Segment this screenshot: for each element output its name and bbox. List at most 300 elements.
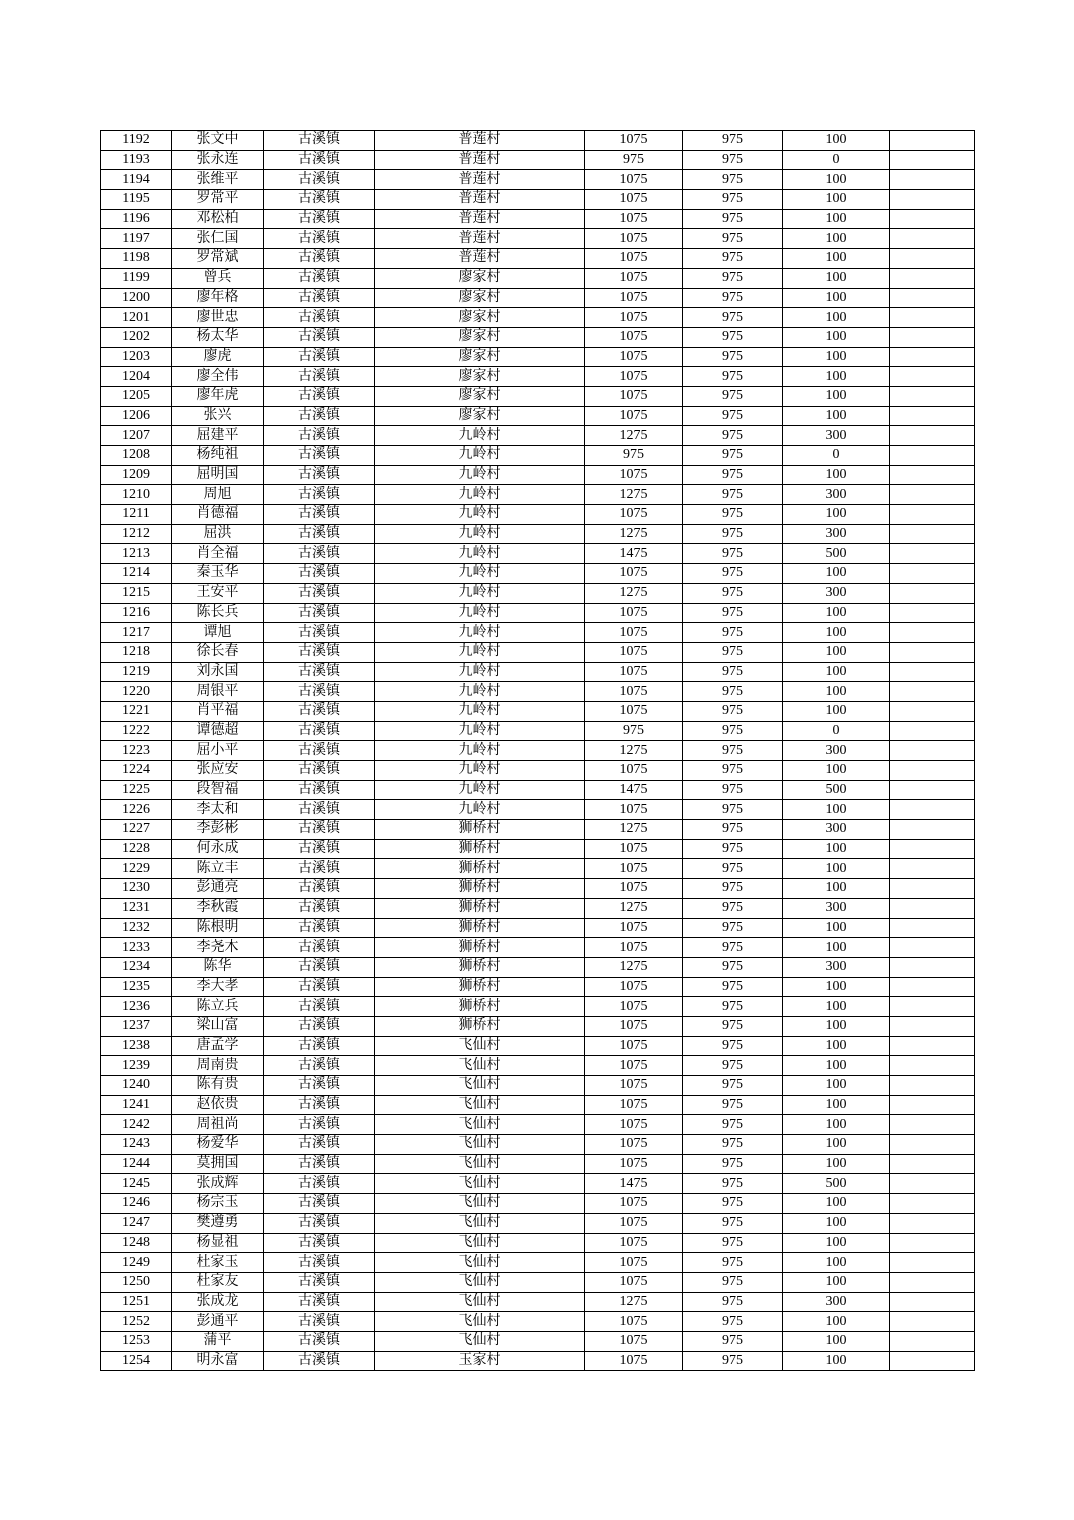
cell-village: 九岭村 (375, 564, 585, 584)
cell-row-number: 1231 (101, 898, 172, 918)
cell-amount-base: 975 (683, 898, 783, 918)
cell-remarks (890, 406, 975, 426)
cell-town: 古溪镇 (264, 721, 375, 741)
cell-amount-base: 975 (683, 1331, 783, 1351)
cell-person-name: 谭旭 (172, 623, 264, 643)
cell-village: 九岭村 (375, 603, 585, 623)
cell-remarks (890, 327, 975, 347)
cell-town: 古溪镇 (264, 465, 375, 485)
cell-town: 古溪镇 (264, 406, 375, 426)
cell-amount-total: 1075 (585, 406, 683, 426)
table-row (101, 1174, 975, 1194)
cell-remarks (890, 583, 975, 603)
cell-amount-total: 1275 (585, 426, 683, 446)
cell-person-name: 张成辉 (172, 1174, 264, 1194)
cell-row-number: 1212 (101, 524, 172, 544)
cell-town: 古溪镇 (264, 642, 375, 662)
cell-amount-base: 975 (683, 209, 783, 229)
table-row (101, 1213, 975, 1233)
cell-row-number: 1244 (101, 1154, 172, 1174)
cell-person-name: 何永成 (172, 839, 264, 859)
cell-person-name: 杜家友 (172, 1272, 264, 1292)
cell-village: 普莲村 (375, 229, 585, 249)
cell-amount-total: 975 (585, 721, 683, 741)
table-row (101, 761, 975, 781)
cell-amount-difference: 300 (783, 898, 890, 918)
cell-person-name: 李彭彬 (172, 820, 264, 840)
cell-amount-base: 975 (683, 131, 783, 151)
cell-village: 普莲村 (375, 170, 585, 190)
cell-row-number: 1223 (101, 741, 172, 761)
cell-amount-base: 975 (683, 1194, 783, 1214)
cell-remarks (890, 1233, 975, 1253)
cell-amount-difference: 100 (783, 170, 890, 190)
cell-row-number: 1235 (101, 977, 172, 997)
cell-row-number: 1207 (101, 426, 172, 446)
cell-person-name: 廖年格 (172, 288, 264, 308)
cell-amount-base: 975 (683, 780, 783, 800)
cell-person-name: 周祖尚 (172, 1115, 264, 1135)
cell-person-name: 张维平 (172, 170, 264, 190)
cell-amount-total: 1075 (585, 1253, 683, 1273)
cell-village: 九岭村 (375, 485, 585, 505)
cell-remarks (890, 1194, 975, 1214)
cell-amount-total: 1075 (585, 938, 683, 958)
cell-amount-total: 1075 (585, 268, 683, 288)
cell-amount-total: 1075 (585, 918, 683, 938)
cell-amount-base: 975 (683, 1095, 783, 1115)
cell-village: 普莲村 (375, 209, 585, 229)
cell-amount-total: 1075 (585, 977, 683, 997)
cell-town: 古溪镇 (264, 426, 375, 446)
cell-remarks (890, 190, 975, 210)
cell-row-number: 1249 (101, 1253, 172, 1273)
cell-town: 古溪镇 (264, 938, 375, 958)
table-row (101, 308, 975, 328)
cell-person-name: 陈华 (172, 957, 264, 977)
table-row (101, 820, 975, 840)
cell-amount-difference: 0 (783, 446, 890, 466)
table-row (101, 741, 975, 761)
table-row (101, 839, 975, 859)
cell-town: 古溪镇 (264, 1292, 375, 1312)
cell-amount-base: 975 (683, 190, 783, 210)
cell-remarks (890, 761, 975, 781)
cell-remarks (890, 820, 975, 840)
cell-village: 飞仙村 (375, 1233, 585, 1253)
cell-remarks (890, 465, 975, 485)
cell-amount-difference: 100 (783, 1135, 890, 1155)
cell-person-name: 周旭 (172, 485, 264, 505)
cell-amount-base: 975 (683, 721, 783, 741)
cell-row-number: 1245 (101, 1174, 172, 1194)
cell-remarks (890, 249, 975, 269)
cell-row-number: 1219 (101, 662, 172, 682)
cell-amount-base: 975 (683, 426, 783, 446)
cell-amount-difference: 100 (783, 839, 890, 859)
cell-town: 古溪镇 (264, 1095, 375, 1115)
cell-amount-difference: 100 (783, 367, 890, 387)
cell-amount-difference: 300 (783, 426, 890, 446)
table-row (101, 327, 975, 347)
table-row (101, 1292, 975, 1312)
cell-row-number: 1239 (101, 1056, 172, 1076)
cell-amount-difference: 100 (783, 1233, 890, 1253)
cell-remarks (890, 1292, 975, 1312)
cell-amount-total: 1075 (585, 386, 683, 406)
cell-row-number: 1197 (101, 229, 172, 249)
cell-person-name: 张应安 (172, 761, 264, 781)
cell-amount-difference: 300 (783, 485, 890, 505)
table-row (101, 229, 975, 249)
cell-amount-base: 975 (683, 544, 783, 564)
cell-amount-base: 975 (683, 288, 783, 308)
cell-remarks (890, 977, 975, 997)
cell-row-number: 1220 (101, 682, 172, 702)
cell-person-name: 杨宗玉 (172, 1194, 264, 1214)
cell-amount-total: 975 (585, 150, 683, 170)
cell-row-number: 1218 (101, 642, 172, 662)
cell-remarks (890, 839, 975, 859)
cell-village: 普莲村 (375, 150, 585, 170)
table-row (101, 268, 975, 288)
cell-village: 九岭村 (375, 583, 585, 603)
cell-amount-total: 1075 (585, 209, 683, 229)
cell-amount-difference: 500 (783, 780, 890, 800)
cell-remarks (890, 1272, 975, 1292)
cell-amount-total: 1275 (585, 957, 683, 977)
cell-remarks (890, 859, 975, 879)
cell-person-name: 蒲平 (172, 1331, 264, 1351)
cell-amount-difference: 100 (783, 1194, 890, 1214)
cell-person-name: 屈洪 (172, 524, 264, 544)
cell-remarks (890, 544, 975, 564)
table-row (101, 190, 975, 210)
cell-town: 古溪镇 (264, 583, 375, 603)
cell-town: 古溪镇 (264, 800, 375, 820)
cell-village: 九岭村 (375, 642, 585, 662)
cell-village: 飞仙村 (375, 1331, 585, 1351)
cell-amount-base: 975 (683, 446, 783, 466)
cell-amount-difference: 100 (783, 1213, 890, 1233)
cell-row-number: 1227 (101, 820, 172, 840)
cell-amount-total: 1075 (585, 1135, 683, 1155)
cell-town: 古溪镇 (264, 170, 375, 190)
cell-remarks (890, 1095, 975, 1115)
cell-row-number: 1198 (101, 249, 172, 269)
cell-amount-total: 1275 (585, 898, 683, 918)
cell-amount-difference: 0 (783, 721, 890, 741)
cell-amount-total: 1275 (585, 1292, 683, 1312)
table-row (101, 1036, 975, 1056)
cell-person-name: 唐孟学 (172, 1036, 264, 1056)
cell-village: 九岭村 (375, 662, 585, 682)
cell-person-name: 陈有贵 (172, 1076, 264, 1096)
cell-row-number: 1246 (101, 1194, 172, 1214)
cell-town: 古溪镇 (264, 741, 375, 761)
cell-person-name: 罗常斌 (172, 249, 264, 269)
cell-row-number: 1222 (101, 721, 172, 741)
cell-village: 飞仙村 (375, 1213, 585, 1233)
cell-row-number: 1241 (101, 1095, 172, 1115)
cell-amount-total: 1075 (585, 1331, 683, 1351)
cell-amount-total: 1275 (585, 524, 683, 544)
cell-remarks (890, 938, 975, 958)
cell-amount-total: 1075 (585, 505, 683, 525)
cell-row-number: 1196 (101, 209, 172, 229)
cell-amount-difference: 100 (783, 505, 890, 525)
cell-person-name: 杜家玉 (172, 1253, 264, 1273)
cell-remarks (890, 229, 975, 249)
cell-amount-base: 975 (683, 957, 783, 977)
cell-remarks (890, 1154, 975, 1174)
cell-person-name: 赵依贵 (172, 1095, 264, 1115)
cell-town: 古溪镇 (264, 249, 375, 269)
cell-person-name: 肖德福 (172, 505, 264, 525)
cell-amount-total: 1075 (585, 1115, 683, 1135)
cell-remarks (890, 485, 975, 505)
cell-person-name: 段智福 (172, 780, 264, 800)
cell-person-name: 李秋霞 (172, 898, 264, 918)
cell-amount-difference: 100 (783, 347, 890, 367)
cell-row-number: 1254 (101, 1351, 172, 1371)
cell-remarks (890, 1331, 975, 1351)
cell-remarks (890, 150, 975, 170)
cell-amount-base: 975 (683, 1213, 783, 1233)
cell-amount-total: 1075 (585, 229, 683, 249)
cell-person-name: 陈立兵 (172, 997, 264, 1017)
cell-amount-total: 1075 (585, 1213, 683, 1233)
cell-town: 古溪镇 (264, 190, 375, 210)
cell-town: 古溪镇 (264, 150, 375, 170)
cell-amount-base: 975 (683, 1312, 783, 1332)
cell-person-name: 陈根明 (172, 918, 264, 938)
cell-person-name: 张文中 (172, 131, 264, 151)
table-row (101, 997, 975, 1017)
cell-village: 飞仙村 (375, 1115, 585, 1135)
cell-amount-total: 1075 (585, 1233, 683, 1253)
cell-amount-base: 975 (683, 465, 783, 485)
cell-amount-difference: 300 (783, 741, 890, 761)
cell-remarks (890, 780, 975, 800)
cell-person-name: 陈长兵 (172, 603, 264, 623)
cell-person-name: 廖年虎 (172, 386, 264, 406)
cell-person-name: 屈建平 (172, 426, 264, 446)
cell-person-name: 梁山富 (172, 1016, 264, 1036)
table-row (101, 623, 975, 643)
cell-town: 古溪镇 (264, 1312, 375, 1332)
cell-amount-difference: 100 (783, 465, 890, 485)
cell-row-number: 1233 (101, 938, 172, 958)
cell-village: 玉家村 (375, 1351, 585, 1371)
table-row (101, 918, 975, 938)
cell-town: 古溪镇 (264, 682, 375, 702)
cell-remarks (890, 682, 975, 702)
cell-town: 古溪镇 (264, 209, 375, 229)
table-row (101, 701, 975, 721)
cell-remarks (890, 879, 975, 899)
cell-town: 古溪镇 (264, 367, 375, 387)
cell-row-number: 1238 (101, 1036, 172, 1056)
table-row (101, 898, 975, 918)
cell-person-name: 张兴 (172, 406, 264, 426)
cell-town: 古溪镇 (264, 1213, 375, 1233)
table-row (101, 1233, 975, 1253)
cell-village: 狮桥村 (375, 977, 585, 997)
cell-town: 古溪镇 (264, 1253, 375, 1273)
cell-amount-base: 975 (683, 347, 783, 367)
cell-amount-difference: 500 (783, 544, 890, 564)
cell-village: 九岭村 (375, 741, 585, 761)
cell-village: 九岭村 (375, 505, 585, 525)
cell-amount-total: 1275 (585, 485, 683, 505)
cell-amount-base: 975 (683, 938, 783, 958)
cell-town: 古溪镇 (264, 1076, 375, 1096)
cell-amount-difference: 100 (783, 918, 890, 938)
cell-person-name: 张仁国 (172, 229, 264, 249)
cell-amount-difference: 100 (783, 997, 890, 1017)
cell-town: 古溪镇 (264, 308, 375, 328)
cell-amount-difference: 100 (783, 1351, 890, 1371)
cell-town: 古溪镇 (264, 564, 375, 584)
cell-town: 古溪镇 (264, 386, 375, 406)
cell-village: 九岭村 (375, 623, 585, 643)
cell-village: 狮桥村 (375, 879, 585, 899)
table-row (101, 564, 975, 584)
cell-row-number: 1217 (101, 623, 172, 643)
cell-amount-total: 1275 (585, 583, 683, 603)
cell-person-name: 徐长春 (172, 642, 264, 662)
cell-person-name: 李尧木 (172, 938, 264, 958)
cell-amount-base: 975 (683, 682, 783, 702)
cell-amount-total: 1475 (585, 544, 683, 564)
cell-person-name: 彭通亮 (172, 879, 264, 899)
cell-town: 古溪镇 (264, 879, 375, 899)
cell-town: 古溪镇 (264, 957, 375, 977)
cell-amount-base: 975 (683, 1036, 783, 1056)
cell-amount-base: 975 (683, 1076, 783, 1096)
cell-amount-difference: 100 (783, 879, 890, 899)
cell-amount-base: 975 (683, 761, 783, 781)
cell-row-number: 1253 (101, 1331, 172, 1351)
cell-person-name: 杨纯祖 (172, 446, 264, 466)
cell-village: 飞仙村 (375, 1036, 585, 1056)
cell-row-number: 1225 (101, 780, 172, 800)
cell-remarks (890, 505, 975, 525)
cell-amount-base: 975 (683, 1351, 783, 1371)
cell-remarks (890, 308, 975, 328)
cell-person-name: 彭通平 (172, 1312, 264, 1332)
cell-town: 古溪镇 (264, 1115, 375, 1135)
cell-village: 九岭村 (375, 780, 585, 800)
cell-row-number: 1192 (101, 131, 172, 151)
cell-amount-total: 1075 (585, 662, 683, 682)
cell-amount-difference: 100 (783, 1154, 890, 1174)
roster-table-body (101, 131, 975, 1371)
cell-town: 古溪镇 (264, 131, 375, 151)
cell-row-number: 1209 (101, 465, 172, 485)
cell-person-name: 杨显祖 (172, 1233, 264, 1253)
cell-village: 九岭村 (375, 465, 585, 485)
cell-amount-difference: 100 (783, 701, 890, 721)
cell-remarks (890, 721, 975, 741)
cell-amount-base: 975 (683, 997, 783, 1017)
table-row (101, 859, 975, 879)
cell-amount-base: 975 (683, 386, 783, 406)
cell-amount-total: 1475 (585, 1174, 683, 1194)
cell-row-number: 1206 (101, 406, 172, 426)
cell-person-name: 周南贵 (172, 1056, 264, 1076)
cell-row-number: 1252 (101, 1312, 172, 1332)
cell-village: 廖家村 (375, 367, 585, 387)
table-row (101, 1351, 975, 1371)
cell-village: 九岭村 (375, 446, 585, 466)
cell-amount-total: 1075 (585, 1312, 683, 1332)
cell-remarks (890, 1312, 975, 1332)
cell-village: 九岭村 (375, 761, 585, 781)
cell-person-name: 邓松柏 (172, 209, 264, 229)
cell-amount-difference: 100 (783, 308, 890, 328)
cell-amount-base: 975 (683, 229, 783, 249)
cell-village: 飞仙村 (375, 1292, 585, 1312)
cell-person-name: 李太和 (172, 800, 264, 820)
cell-row-number: 1199 (101, 268, 172, 288)
cell-amount-total: 975 (585, 446, 683, 466)
cell-village: 廖家村 (375, 308, 585, 328)
cell-remarks (890, 898, 975, 918)
cell-village: 廖家村 (375, 386, 585, 406)
cell-village: 狮桥村 (375, 859, 585, 879)
cell-remarks (890, 367, 975, 387)
cell-remarks (890, 1076, 975, 1096)
cell-amount-base: 975 (683, 170, 783, 190)
cell-village: 飞仙村 (375, 1272, 585, 1292)
cell-remarks (890, 701, 975, 721)
cell-amount-base: 975 (683, 485, 783, 505)
cell-remarks (890, 1253, 975, 1273)
table-row (101, 1056, 975, 1076)
cell-town: 古溪镇 (264, 839, 375, 859)
cell-remarks (890, 918, 975, 938)
cell-remarks (890, 426, 975, 446)
cell-amount-total: 1075 (585, 1095, 683, 1115)
cell-amount-base: 975 (683, 977, 783, 997)
cell-person-name: 肖全福 (172, 544, 264, 564)
cell-row-number: 1221 (101, 701, 172, 721)
cell-row-number: 1216 (101, 603, 172, 623)
cell-amount-total: 1075 (585, 761, 683, 781)
table-row (101, 1016, 975, 1036)
cell-amount-difference: 100 (783, 1253, 890, 1273)
table-row (101, 347, 975, 367)
cell-village: 飞仙村 (375, 1253, 585, 1273)
cell-remarks (890, 446, 975, 466)
cell-town: 古溪镇 (264, 1154, 375, 1174)
table-row (101, 1272, 975, 1292)
cell-amount-difference: 100 (783, 938, 890, 958)
cell-row-number: 1224 (101, 761, 172, 781)
cell-town: 古溪镇 (264, 268, 375, 288)
cell-row-number: 1200 (101, 288, 172, 308)
cell-person-name: 廖全伟 (172, 367, 264, 387)
cell-amount-difference: 100 (783, 564, 890, 584)
cell-amount-base: 975 (683, 1016, 783, 1036)
cell-amount-total: 1075 (585, 308, 683, 328)
cell-amount-difference: 100 (783, 190, 890, 210)
cell-row-number: 1214 (101, 564, 172, 584)
cell-amount-difference: 100 (783, 1016, 890, 1036)
cell-row-number: 1250 (101, 1272, 172, 1292)
